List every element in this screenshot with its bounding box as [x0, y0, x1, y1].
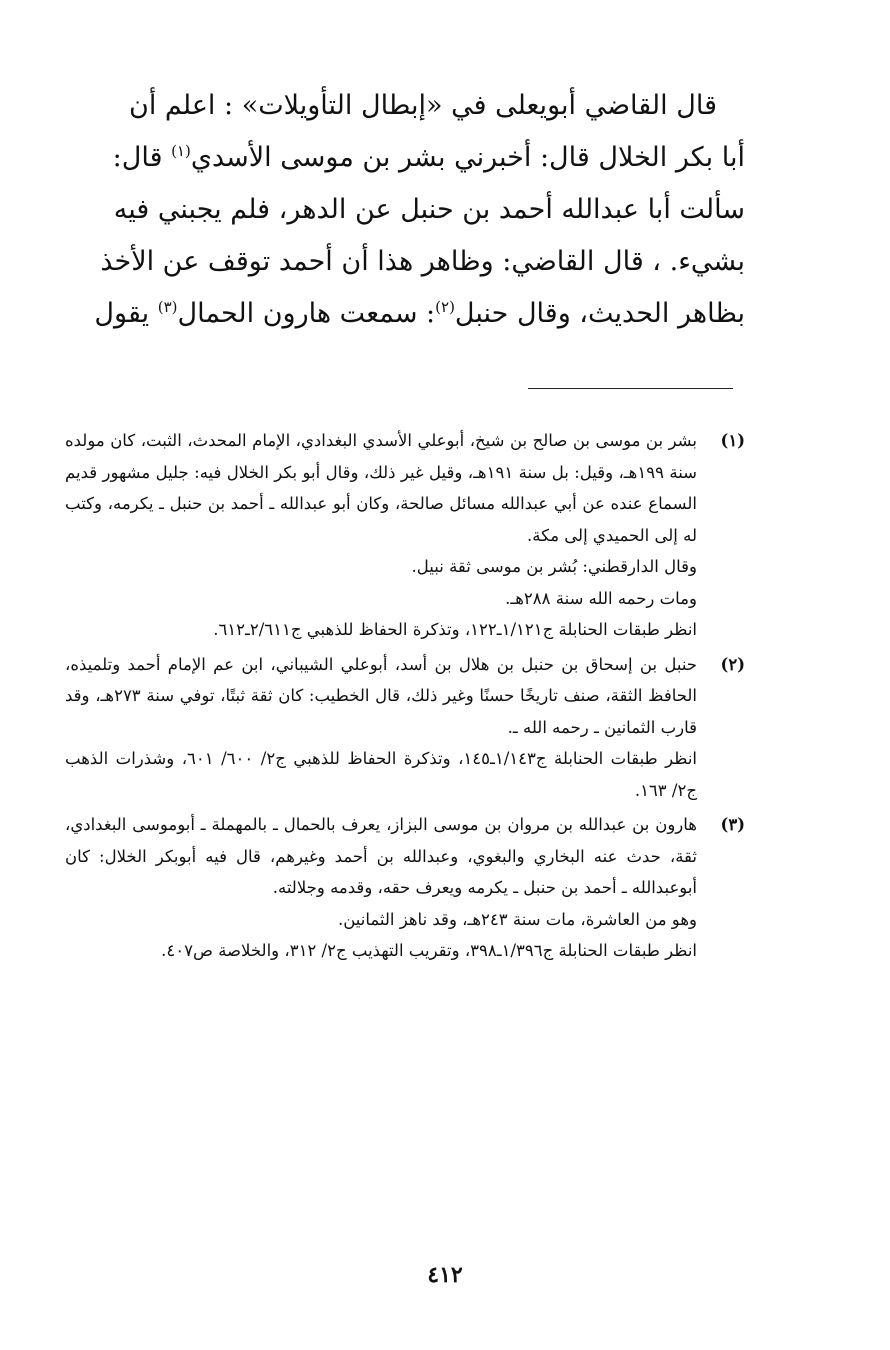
- footnote-body: [65, 809, 697, 967]
- footnote-body: [65, 649, 697, 807]
- main-line-1: قال القاضي أبويعلى في «إبطال التأويلات» : اعلم أن: [129, 90, 717, 121]
- main-line-2-part-a: أبا بكر الخلال قال: أخبرني بشر بن موسى الأسدي: [190, 142, 745, 173]
- footnote-2: [65, 649, 745, 807]
- main-line-5: [60, 288, 745, 340]
- footnote-separator: [528, 388, 733, 389]
- footnote-paragraph: ومات رحمه الله سنة ٢٨٨هـ.: [505, 588, 697, 608]
- footnote-ref-2: (٢): [435, 298, 455, 316]
- footnote-body: [65, 425, 697, 646]
- footnote-3: [65, 809, 745, 967]
- footnote-ref-1: (١): [171, 142, 191, 160]
- footnote-paragraph: بشر بن موسى بن صالح بن شيخ، أبوعلي الأسدي البغدادي، الإمام المحدث، الثبت، كان مولده سنة ١٩٩هـ، وقيل: بل سنة ١٩١هـ، وقيل غير ذلك، وقال أبو بكر الخلال فيه: جليل مشهور قديم السماع عنده عن أبي عبدالله مسائل صالحة، وكان أبو عبدالله ـ أحمد بن حنبل ـ يكرمه، وكتب له إلى الحميدي إلى مكة.: [65, 431, 697, 545]
- footnote-paragraph: وقال الدارقطني: بُشر بن موسى ثقة نبيل.: [411, 557, 697, 576]
- footnote-number: (٢): [720, 654, 745, 674]
- footnote-paragraph: انظر طبقات الحنابلة ج١/٣٩٦ـ٣٩٨، وتقريب التهذيب ج٢/ ٣١٢، والخلاصة ص٤٠٧.: [161, 941, 697, 960]
- main-line-2-part-b: قال:: [112, 142, 172, 173]
- main-line-5-part-b: : سمعت هارون الحمال: [177, 298, 436, 329]
- main-line-2: [60, 132, 745, 184]
- footnote-paragraph: حنبل بن إسحاق بن حنبل بن هلال بن أسد، أبوعلي الشيباني، ابن عم الإمام أحمد وتلميذه، الحافظ الثقة، صنف تاريخًا حسنًا وغير ذلك، قال الخطيب: كان ثقة ثبتًا، توفي سنة ٢٧٣هـ، وقد قارب الثمانين ـ رحمه الله ـ.: [65, 654, 697, 737]
- footnote-paragraph: وهو من العاشرة، مات سنة ٢٤٣هـ، وقد ناهز الثمانين.: [337, 909, 697, 929]
- footnote-number: (١): [720, 431, 745, 450]
- footnote-paragraph: انظر طبقات الحنابلة ج١/١٢١ـ١٢٢، وتذكرة الحفاظ للذهبي ج٢/٦١١ـ٦١٢.: [213, 620, 697, 639]
- footnotes-section: [65, 425, 745, 970]
- main-text-block: [60, 80, 745, 340]
- main-paragraph: [60, 80, 745, 340]
- footnote-ref-3: (٣): [157, 298, 178, 316]
- footnote-number: (٣): [720, 815, 745, 834]
- footnote-paragraph: انظر طبقات الحنابلة ج١/١٤٣ـ١٤٥، وتذكرة الحفاظ للذهبي ج٢/ ٦٠٠/ ٦٠١، وشذرات الذهب ج٢/ ١٦٣.: [65, 749, 697, 800]
- main-line-5-part-a: بظاهر الحديث، وقال حنبل: [454, 298, 745, 329]
- main-line-4: بشيء. ، قال القاضي: وظاهر هذا أن أحمد توقف عن الأخذ: [100, 246, 745, 277]
- footnote-paragraph: هارون بن عبدالله بن مروان بن موسى البزاز، يعرف بالحمال ـ بالمهملة ـ أبوموسى البغدادي، ثقة، حدث عنه البخاري والبغوي، وعبدالله بن أحمد وغيرهم، قال فيه أبوبكر الخلال: كان أبوعبدالله ـ أحمد بن حنبل ـ يكرمه ويعرف حقه، وقدمه وجلالته.: [65, 815, 697, 897]
- main-line-5-part-c: يقول: [94, 298, 158, 329]
- page-number: ٤١٢: [427, 1262, 463, 1288]
- footnote-1: [65, 425, 745, 646]
- main-line-3: سألت أبا عبدالله أحمد بن حنبل عن الدهر، فلم يجبني فيه: [113, 194, 745, 225]
